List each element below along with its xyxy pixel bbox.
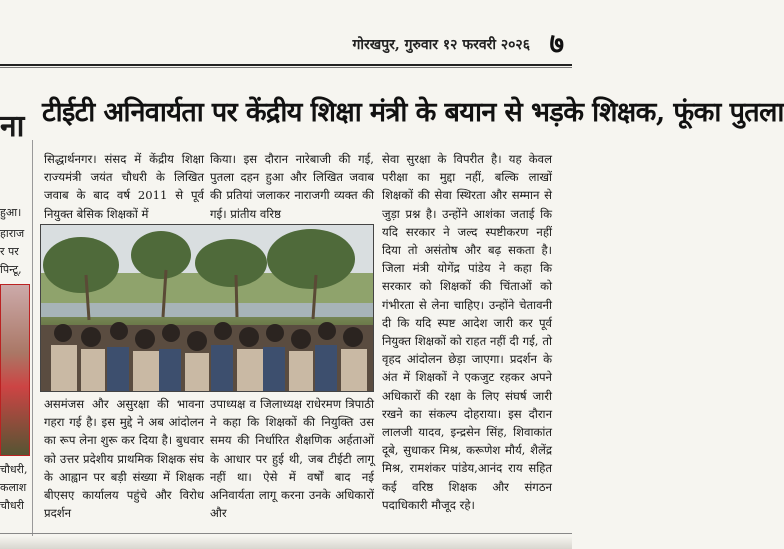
- article-column-1-bottom: असमंजस और असुरक्षा की भावना गहरा गई है। इस मुद्दे ने अब आंदोलन का रूप लेना शुरू कर दिया है। बुधवार को उत्तर प्रदेशीय प्राथमिक शिक्षक संघ के आह्वान पर बड़ी संख्या में शिक्षक बीएसए कार्यालय पहुंचे और विरोध प्रदर्शन: [44, 397, 204, 521]
- dateline: गोरखपुर, गुरुवार १२ फरवरी २०२६: [352, 37, 530, 53]
- adjacent-text-line: र पर: [0, 245, 19, 258]
- page-number: ७: [549, 27, 564, 60]
- article-column-2-top: किया। इस दौरान नारेबाजी की गई, पुतला दहन हुआ और लिखित जवाब की प्रतियां जलाकर नाराजगी व्यक्त की गई। प्रांतीय वरिष्ठ: [210, 152, 374, 221]
- protest-photo-illustration: [41, 225, 373, 391]
- article-column-3: सेवा सुरक्षा के विपरीत है। यह केवल परीक्षा का मुद्दा नहीं, बल्कि लाखों शिक्षकों की सेवा स्थिरता और सम्मान से जुड़ा प्रश्न है। उन्होंने आशंका जताई कि यदि सरकार ने जल्द स्पष्टीकरण नहीं दिया तो असंतोष और बढ़ सकता है। जिला मंत्री योगेंद्र पांडेय ने कहा कि सरकार को शिक्षकों की चिंताओं को गंभीरता से लेना चाहिए। उन्होंने चेतावनी दी कि यदि स्पष्ट आदेश जारी कर पूर्व नियुक्त शिक्षकों को राहत नहीं दी गई, तो वृहद आंदोलन छेड़ा जाएगा। प्रदर्शन के अंत में शिक्षकों ने एकजुट रहकर अपने अधिकारों की रक्षा के लिए संघर्ष जारी रखने का संकल्प दोहराया। इस दौरान लालजी यादव, इन्द्रसेन सिंह, शिवाकांत दूबे, सुधाकर मिश्र, करूणेश मौर्य, शैलेंद्र मिश्र, रामशंकर पांडेय,आनंद राय सहित कई वरिष्ठ शिक्षक और संगठन पदाधिकारी मौजूद रहे।: [382, 152, 552, 512]
- header-rule: [0, 64, 572, 66]
- article-headline: टीईटी अनिवार्यता पर केंद्रीय शिक्षा मंत्री के बयान से भड़के शिक्षक, फूंका पुतला: [42, 97, 784, 128]
- adjacent-text-line: चौधरी: [0, 499, 24, 512]
- protest-photo: [40, 224, 374, 392]
- next-article-peek: [0, 536, 572, 549]
- footer-rule: [0, 533, 572, 534]
- adjacent-text-line: कलाश: [0, 481, 27, 494]
- adjacent-article-title-fragment: ना: [0, 109, 25, 144]
- adjacent-photo: [0, 284, 30, 456]
- article-column-1-top: सिद्धार्थनगर। संसद में केंद्रीय शिक्षा राज्यमंत्री जयंत चौधरी के लिखित जवाब के बाद वर्ष 2011 से पूर्व नियुक्त बेसिक शिक्षकों में: [44, 152, 204, 221]
- header-rule-thin: [0, 67, 572, 68]
- adjacent-text-line: हुआ।: [0, 206, 22, 219]
- adjacent-text-line: हाराज: [0, 227, 25, 240]
- adjacent-text-line: चौधरी,: [0, 463, 28, 476]
- adjacent-text-line: पिन्टू,: [0, 263, 22, 276]
- column-divider: [32, 140, 33, 540]
- article-column-2-bottom: उपाध्यक्ष व जिलाध्यक्ष राधेरमण त्रिपाठी ने कहा कि शिक्षकों की नियुक्ति उस समय की निर्धारित शैक्षणिक अर्हताओं के आधार पर हुई थी, जब टीईटी लागू नहीं था। ऐसे में वर्षों बाद नई अनिवार्यता लागू करना उनके अधिकारों और: [210, 397, 374, 521]
